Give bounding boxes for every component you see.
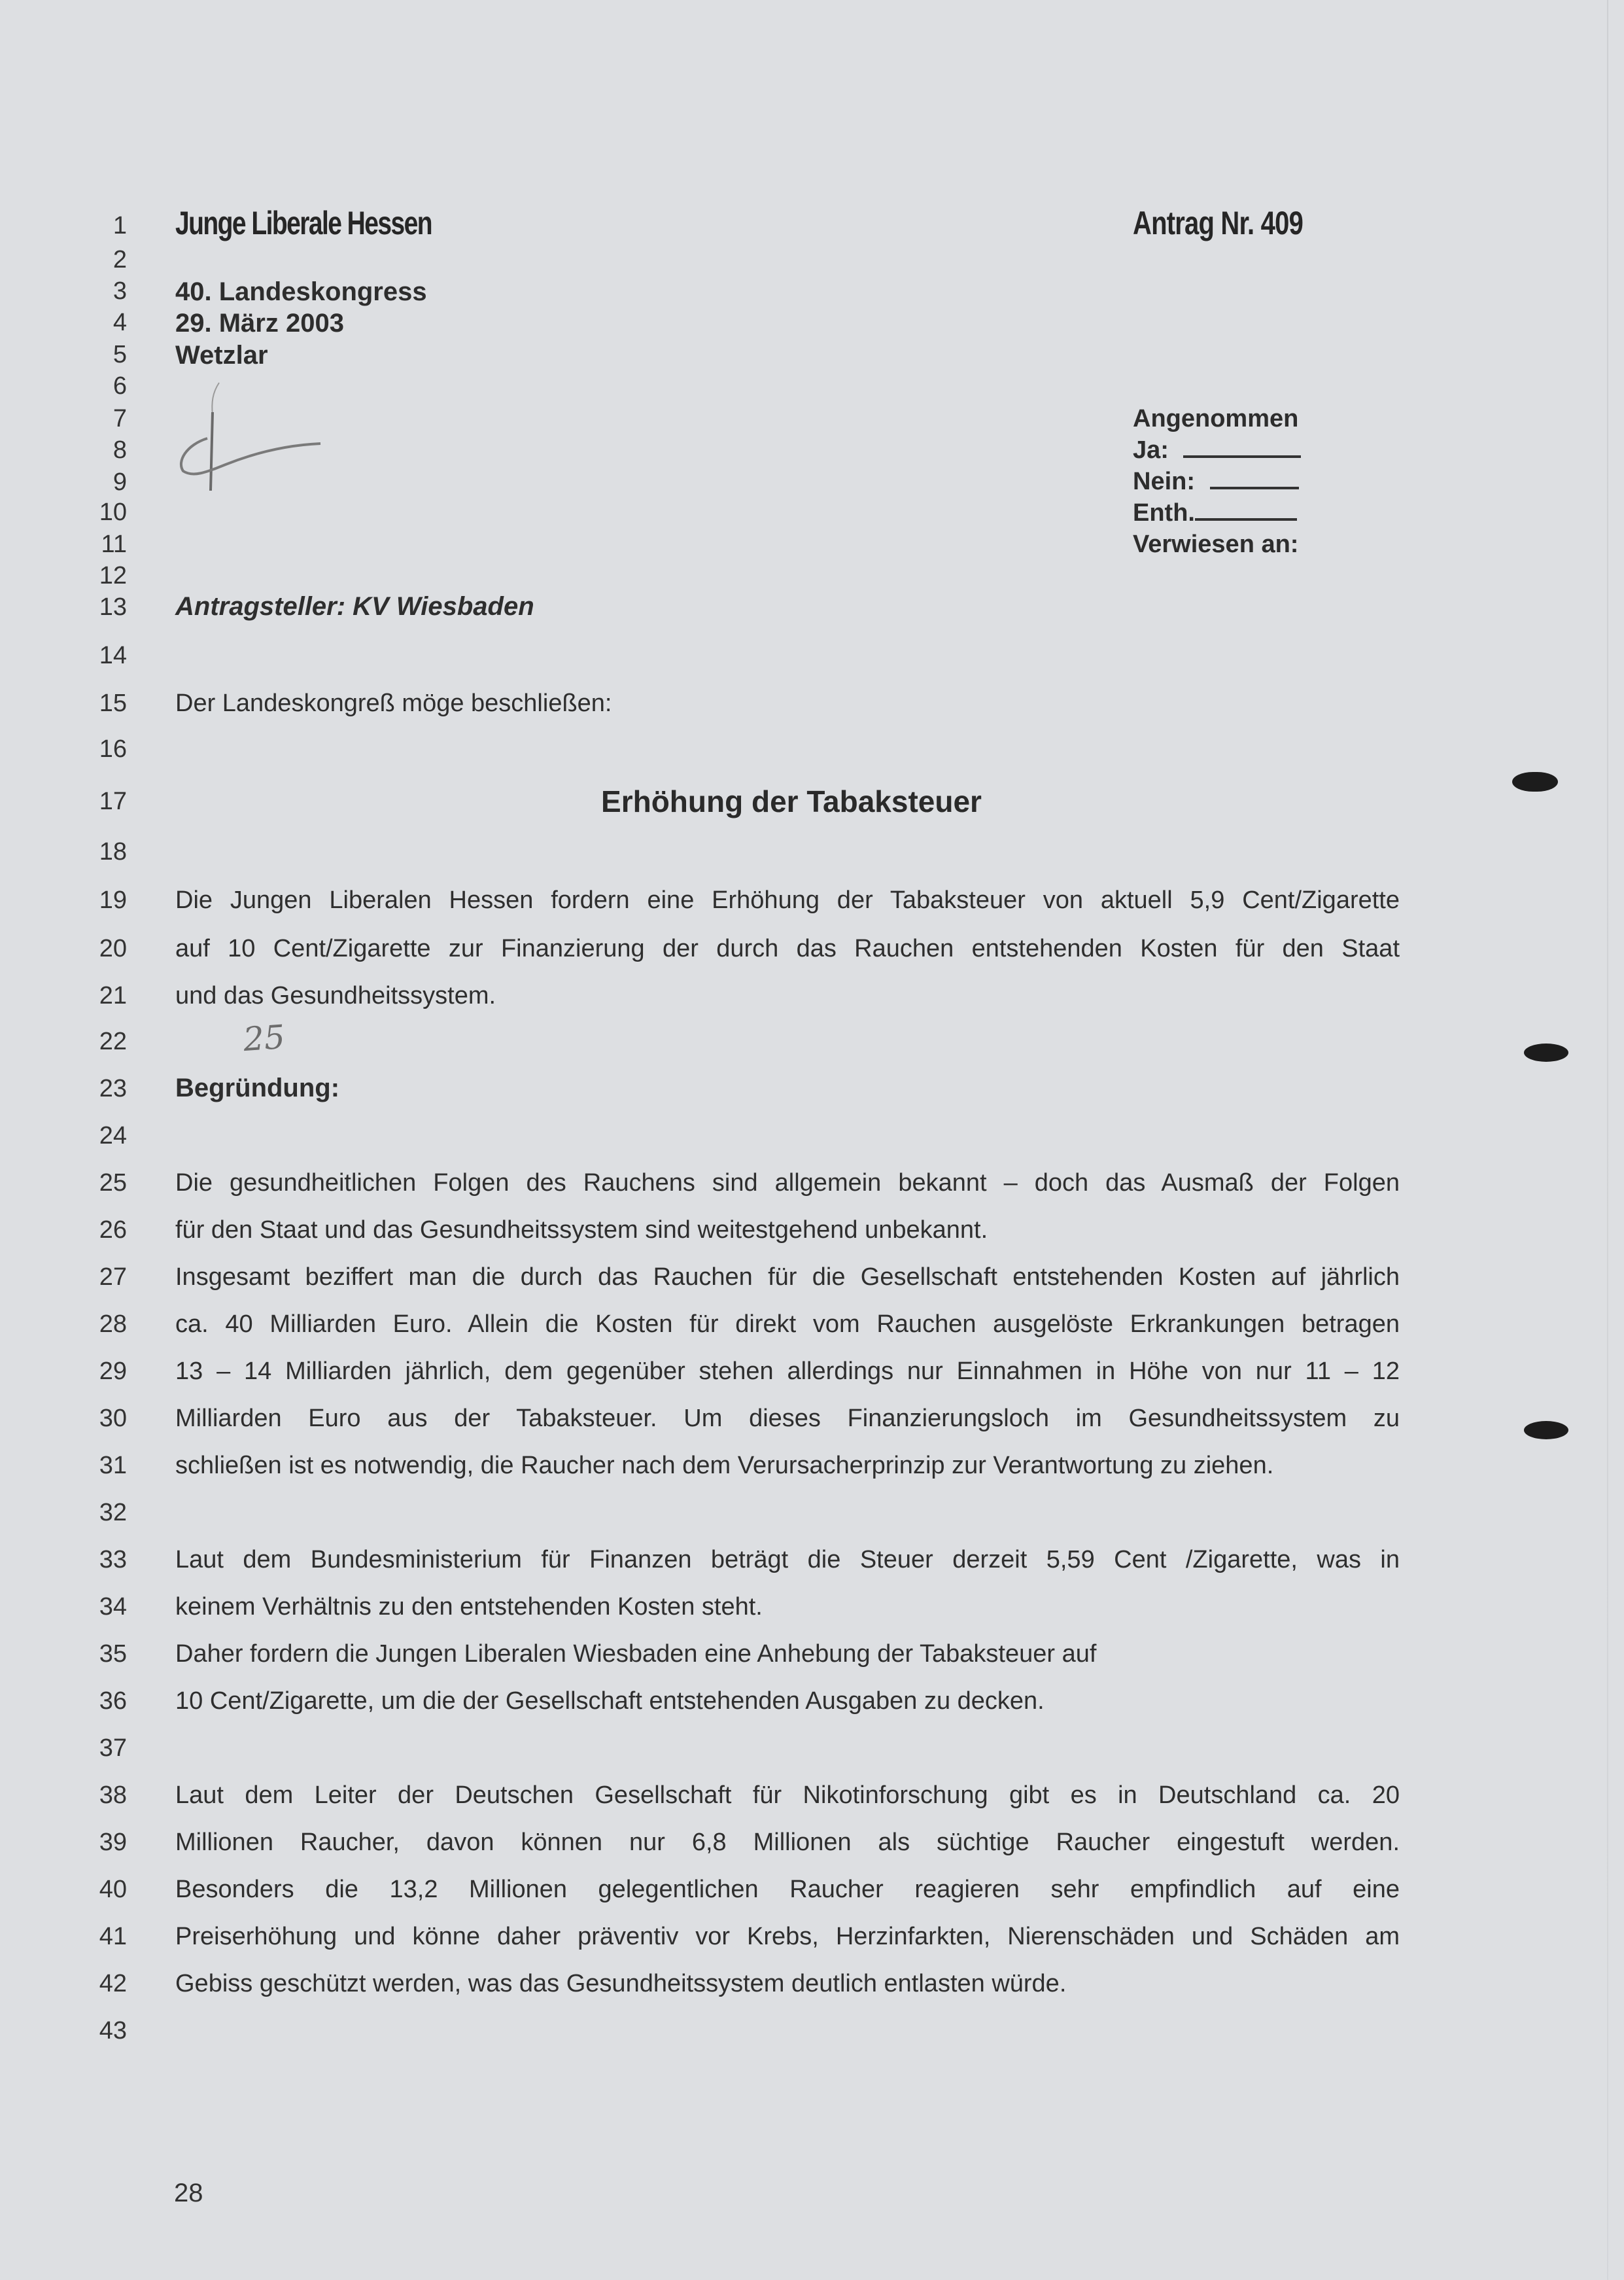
- vote-yes-row: [1133, 434, 1301, 466]
- reasoning-line: für den Staat und das Gesundheitssystem sind weitestgehend unbekannt.: [175, 1216, 988, 1244]
- line-number: 2: [112, 246, 127, 273]
- line-number: 6: [112, 372, 127, 400]
- motion-line: Die Jungen Liberalen Hessen fordern eine Erhöhung der Tabaksteuer von aktuell 5,9 Cent/Zigarette: [175, 886, 1400, 914]
- vote-abstain-label: Enth.: [1133, 499, 1195, 527]
- reasoning-line: Milliarden Euro aus der Tabaksteuer. Um dieses Finanzierungsloch im Gesundheitssystem zu: [175, 1405, 1400, 1432]
- line-number: 9: [112, 468, 127, 496]
- line-number: 37: [99, 1734, 127, 1762]
- line-number: 21: [99, 982, 127, 1009]
- vote-yes-field[interactable]: [1183, 436, 1301, 458]
- punch-hole-bottom: [1524, 1044, 1568, 1062]
- line-number: 12: [99, 562, 127, 589]
- reasoning-line: 10 Cent/Zigarette, um die der Gesellschaft entstehenden Ausgaben zu decken.: [175, 1687, 1045, 1715]
- line-number: 10: [99, 499, 127, 526]
- reasoning-line: Die gesundheitlichen Folgen des Rauchens sind allgemein bekannt – doch das Ausmaß der Folgen: [175, 1169, 1400, 1197]
- line-number: 26: [99, 1216, 127, 1244]
- line-number: 20: [99, 935, 127, 962]
- congress-date: 29. März 2003: [175, 309, 344, 338]
- applicant: Antragsteller: KV Wiesbaden: [175, 592, 534, 621]
- line-number: 24: [99, 1122, 127, 1149]
- line-number: 32: [99, 1499, 127, 1526]
- line-number: 42: [99, 1970, 127, 1997]
- line-number: 3: [112, 277, 127, 305]
- vote-abstain-row: [1133, 497, 1297, 529]
- reasoning-line: Daher fordern die Jungen Liberalen Wiesbaden eine Anhebung der Tabaksteuer auf: [175, 1640, 1097, 1668]
- line-number: 31: [99, 1452, 127, 1479]
- line-number: 22: [99, 1028, 127, 1055]
- reasoning-line: Millionen Raucher, davon können nur 6,8 Millionen als süchtige Raucher eingestuft werden.: [175, 1829, 1400, 1856]
- line-number: 38: [99, 1781, 127, 1809]
- vote-abstain-field[interactable]: [1195, 499, 1297, 521]
- line-number: 23: [99, 1075, 127, 1102]
- reasoning-line: keinem Verhältnis zu den entstehenden Kosten steht.: [175, 1593, 763, 1621]
- reasoning-line: Laut dem Leiter der Deutschen Gesellschaft für Nikotinforschung gibt es in Deutschland ca. 20: [175, 1781, 1400, 1809]
- paper-edge: [1607, 0, 1608, 2280]
- line-number: 17: [99, 788, 127, 815]
- line-number: 19: [99, 886, 127, 914]
- motion-line: und das Gesundheitssystem.: [175, 982, 496, 1009]
- line-number: 5: [112, 341, 127, 368]
- vote-no-row: [1133, 466, 1299, 497]
- line-number: 11: [101, 531, 127, 558]
- line-number: 18: [99, 838, 127, 866]
- line-number: 33: [99, 1546, 127, 1573]
- vote-accepted-label: Angenommen: [1133, 405, 1299, 432]
- congress-location: Wetzlar: [175, 341, 268, 370]
- reasoning-line: Laut dem Bundesministerium für Finanzen beträgt die Steuer derzeit 5,59 Cent /Zigarette, was in: [175, 1546, 1400, 1573]
- vote-no-label: Nein:: [1133, 468, 1195, 495]
- vote-referred-label: Verwiesen an:: [1133, 531, 1299, 558]
- vote-yes-label: Ja:: [1133, 436, 1169, 464]
- line-number: 13: [99, 593, 127, 621]
- motion-number: Antrag Nr. 409: [1133, 205, 1304, 241]
- line-number: 8: [112, 436, 127, 464]
- reasoning-line: Insgesamt beziffert man die durch das Rauchen für die Gesellschaft entstehenden Kosten auf jährlich: [175, 1263, 1400, 1291]
- reasoning-line: Besonders die 13,2 Millionen gelegentlichen Raucher reagieren sehr empfindlich auf eine: [175, 1876, 1400, 1903]
- reasoning-line: 13 – 14 Milliarden jährlich, dem gegenüber stehen allerdings nur Einnahmen in Höhe von nur 11 – 12: [175, 1358, 1400, 1385]
- motion-line: auf 10 Cent/Zigarette zur Finanzierung der durch das Rauchen entstehenden Kosten für den Staat: [175, 935, 1400, 962]
- line-number: 7: [112, 405, 127, 432]
- line-number: 4: [112, 309, 127, 336]
- line-number: 1: [112, 212, 127, 239]
- motion-title: Erhöhung der Tabaksteuer: [601, 784, 982, 818]
- line-number: 27: [99, 1263, 127, 1291]
- line-number: 36: [99, 1687, 127, 1715]
- congress-name: 40. Landeskongress: [175, 277, 427, 306]
- line-number: 41: [99, 1923, 127, 1950]
- reasoning-heading: Begründung:: [175, 1074, 340, 1102]
- line-number: 39: [99, 1829, 127, 1856]
- line-number: 34: [99, 1593, 127, 1621]
- line-number: 28: [99, 1310, 127, 1338]
- intro-text: Der Landeskongreß möge beschließen:: [175, 690, 612, 717]
- line-number: 29: [99, 1358, 127, 1385]
- organization-name: Junge Liberale Hessen: [175, 205, 432, 241]
- line-number: 30: [99, 1405, 127, 1432]
- reasoning-line: Gebiss geschützt werden, was das Gesundheitssystem deutlich entlasten würde.: [175, 1970, 1067, 1997]
- line-number: 25: [99, 1169, 127, 1197]
- reasoning-line: schließen ist es notwendig, die Raucher nach dem Verursacherprinzip zur Verantwortung zu ziehen.: [175, 1452, 1274, 1479]
- line-number: 40: [99, 1876, 127, 1903]
- reasoning-line: Preiserhöhung und könne daher präventiv vor Krebs, Herzinfarkten, Nierenschäden und Schäden am: [175, 1923, 1400, 1950]
- vote-no-field[interactable]: [1210, 467, 1299, 489]
- punch-hole-top: [1512, 772, 1558, 792]
- reasoning-line: ca. 40 Milliarden Euro. Allein die Kosten für direkt vom Rauchen ausgelöste Erkrankungen betragen: [175, 1310, 1400, 1338]
- line-number: 15: [99, 690, 127, 717]
- handwritten-note: 25: [242, 1017, 286, 1059]
- handwritten-initials-icon: [167, 379, 337, 497]
- line-number: 35: [99, 1640, 127, 1668]
- line-number: 16: [99, 735, 127, 763]
- punch-hole-lower: [1524, 1421, 1568, 1439]
- line-number: 43: [99, 2017, 127, 2044]
- page-number: 28: [174, 2179, 203, 2207]
- line-number: 14: [99, 642, 127, 669]
